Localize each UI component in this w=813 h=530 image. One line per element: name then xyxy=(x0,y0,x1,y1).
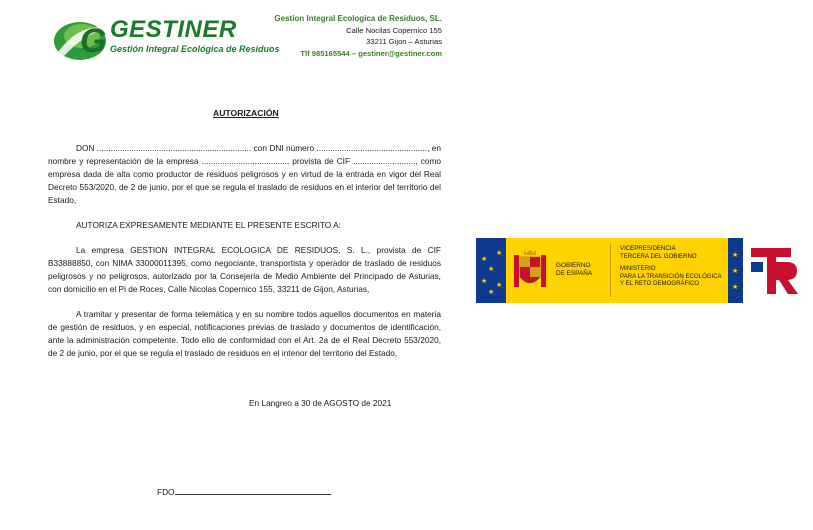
signature-line xyxy=(157,486,331,499)
star-icon: ★ xyxy=(481,278,488,285)
star-icon: ★ xyxy=(496,282,503,289)
recovery-plan-logo-icon xyxy=(743,238,802,303)
signature-label: FDO xyxy=(157,487,175,497)
document-date: En Langreo a 30 de AGOSTO de 2021 xyxy=(249,398,392,408)
paragraph-authorize: AUTORIZA EXPRESAMENTE MEDIANTE EL PRESENTE ESCRITO A: xyxy=(76,220,341,230)
leaf-swoosh-icon xyxy=(52,14,114,64)
vice-line-1: VICEPRESIDENCIA xyxy=(620,245,676,252)
document-title: AUTORIZACIÓN xyxy=(213,108,279,118)
signature-underline xyxy=(175,486,331,495)
gobierno-line-2: DE ESPAÑA xyxy=(556,270,593,277)
company-contact: Tlf 985165544 – gestiner@gestiner.com xyxy=(300,48,442,58)
eu-stars-left xyxy=(476,238,506,303)
gobierno-line-1: GOBIERNO xyxy=(556,262,591,269)
company-street: Calle Nocilas Copernico 155 xyxy=(346,25,442,35)
star-icon: ★ xyxy=(488,266,495,273)
logo-tagline: Gestión Integral Ecológica de Residuos xyxy=(110,44,280,54)
star-icon: ★ xyxy=(732,284,739,291)
star-icon: ★ xyxy=(481,256,488,263)
government-banner xyxy=(476,238,802,303)
star-icon: ★ xyxy=(732,252,739,259)
company-city: 33211 Gijon – Asturias xyxy=(366,37,442,46)
ministerio-line-2: PARA LA TRANSICIÓN ECOLÓGICA xyxy=(620,272,722,280)
coat-of-arms-icon xyxy=(512,247,548,293)
svg-text:G: G xyxy=(80,22,107,60)
ministry-text xyxy=(620,245,722,288)
gobierno-text xyxy=(556,262,592,278)
star-icon: ★ xyxy=(496,250,503,257)
star-icon: ★ xyxy=(732,268,739,275)
vice-line-2: TERCERA DEL GOBIERNO xyxy=(620,252,697,260)
company-name: Gestion Integral Ecologica de Residuos, SL. xyxy=(274,14,442,23)
eu-stars-right xyxy=(728,238,743,303)
paragraph-declarant: DON ................................................................... con DNI número ................................................, en nombre y representación de la empresa ....................................., provista de CIF ..........................., como empresa dada de alta como productor de residuos peligrosos y en virtud de la entrada en vigor del Real Decreto 553/2020, de 2 de junio, por el que se regula el traslado de residuos en el interior del territorio del Estado, xyxy=(48,143,441,205)
paragraph-purpose: A tramitar y presentar de forma telemática y en su nombre todos aquellos documentos en materia de gestión de residuos, y en especial, notificaciones previas de traslado y documentos de identificación, ante la administración competente. Todo ello de conformidad con el Art. 2a de el Real Decreto 553/2020, de 2 de junio, por el que se regula el traslado de residuos en el interior del territorio del Estado, xyxy=(48,309,441,358)
gestiner-logo xyxy=(52,14,280,64)
paragraph-company: La empresa GESTION INTEGRAL ECOLOGICA DE RESIDUOS, S. L., provista de CIF B33888850, con NIMA 33000011395, como negociante, transportista y operador de traslado de residuos peligrosos y no peligrosos, autorizado por la Consejeria de Medio Ambiente del Principado de Asturias, con domicilio en el Pi de Roces, Calle Nicolas Copernico 155, 33211 de Gijon, Asturias, xyxy=(48,245,441,294)
ministerio-line-1: MINISTERIO xyxy=(620,265,656,273)
star-icon: ★ xyxy=(488,289,495,296)
ministerio-line-3: Y EL RETO DEMOGRÁFICO xyxy=(620,280,700,288)
logo-brand: GESTINER xyxy=(110,16,237,43)
company-header xyxy=(250,13,442,59)
banner-divider xyxy=(610,244,611,297)
